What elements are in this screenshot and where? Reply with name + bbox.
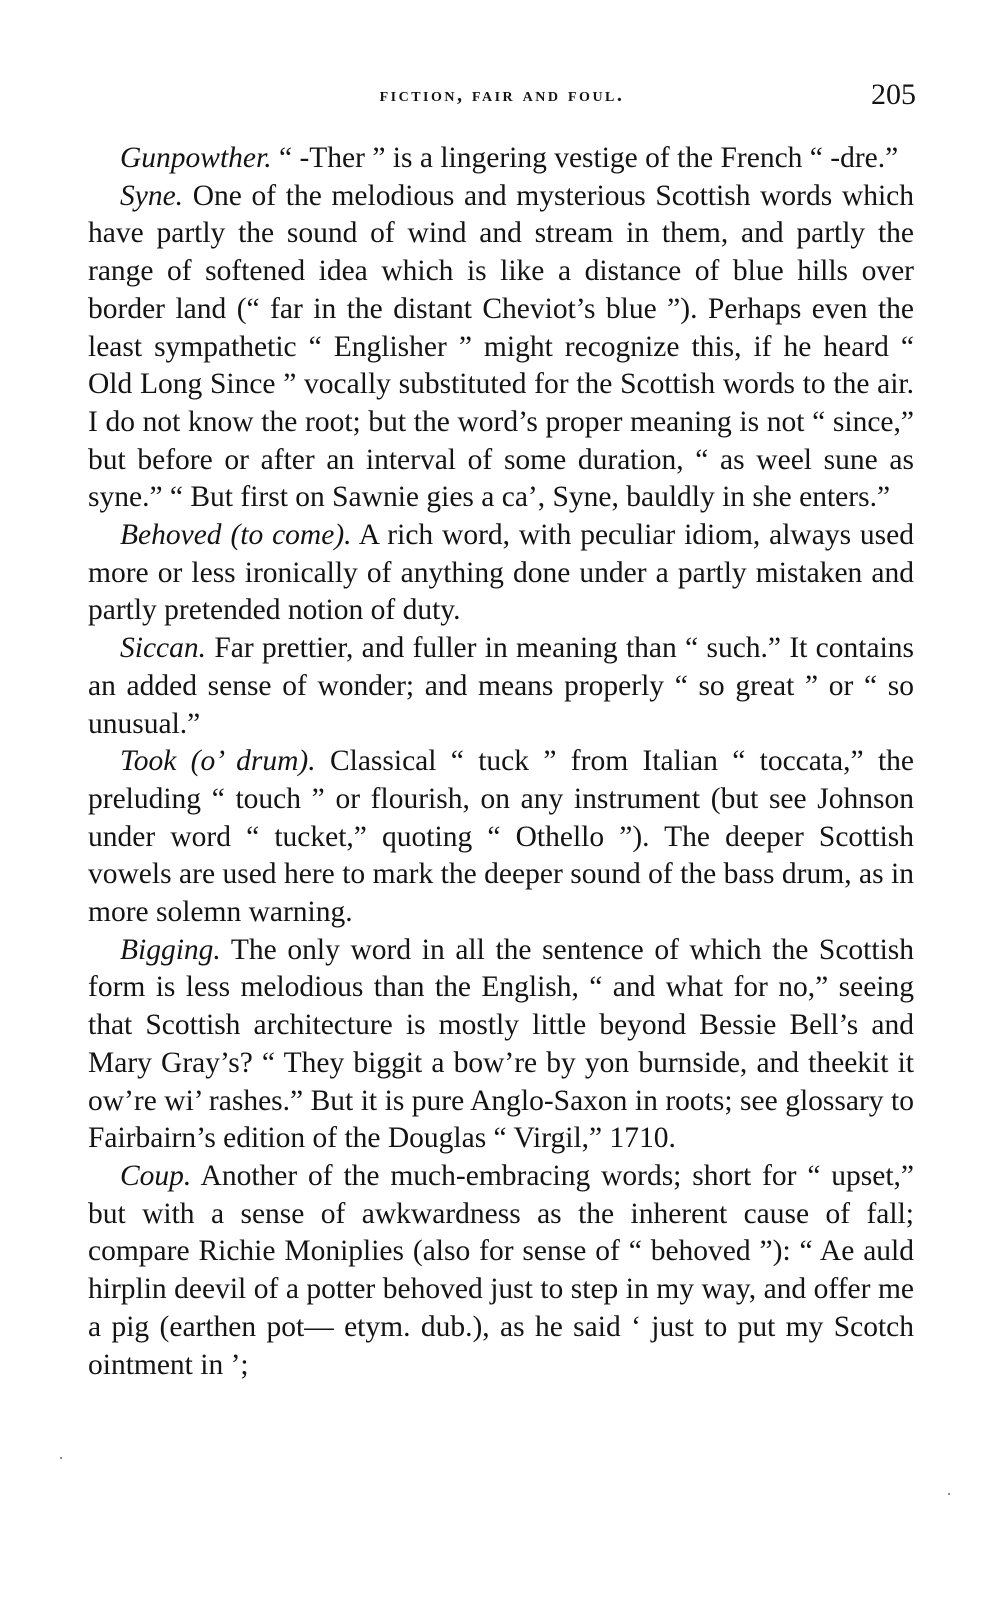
entry-text: The only word in all the sentence of which the Scottish form is less melodious than the English, “ and what for no,” seeing that Scottish architecture is mostly little beyond Bessie Bell’s and Mary Gray’s? “ They biggit a bow’re by yon burnside, and theekit it ow’re wi’ rashes.” But it is pure Anglo-Saxon in roots; see glossary to Fairbairn’s edition of the Douglas “ Virgil,” 1710. [88,933,914,1155]
page-number: 205 [871,78,916,111]
entry-text: Another of the much-embracing words; short for “ upset,” but with a sense of awkwardness as the inherent cause of fall; compare Richie Moniplies (also for sense of “ behoved ”): “ Ae auld hirplin deevil of a potter behoved just to step in my way, and offer me a pig (earthen pot— etym. dub.), as he said ‘ just to put my Scotch ointment in ’; [88,1159,914,1381]
margin-speck: · [58,1448,64,1468]
running-title: fiction, fair and foul. [379,84,625,106]
entry-term: Behoved [120,519,222,552]
entry-term: Bigging. [120,933,221,966]
margin-speck: · [946,1484,952,1504]
entry-behoved [88,517,914,630]
entry-siccan [88,630,914,743]
entry-gunpowther [88,140,914,178]
entry-syne [88,178,914,517]
glossary-body [88,140,914,1384]
entry-qualifier: (o’ drum). [190,745,316,778]
entry-term: Syne. [120,179,184,212]
entry-bigging [88,932,914,1158]
entry-text: Far prettier, and fuller in meaning than “ such.” It contains an added sense of wonder; and means properly “ so great ” or “ so unusual.” [88,632,914,740]
entry-text: One of the melodious and mysterious Scottish words which have partly the sound of wind and stream in them, and partly the range of softened idea which is like a distance of blue hills over border land (“ far in the distant Cheviot’s blue ”). Perhaps even the least sympathetic “ Englisher ” might recognize this, if he heard “ Old Long Since ” vocally substituted for the Scottish words to the air. I do not know the root; but the word’s proper meaning is not “ since,” but before or after an interval of some duration, “ as weel sune as syne.” “ But first on Sawnie gies a ca’, Syne, bauldly in she enters.” [88,179,914,514]
entry-qualifier: (to come). [230,519,352,552]
entry-coup [88,1158,914,1384]
entry-took [88,743,914,932]
entry-text: “ -Ther ” is a lingering vestige of the French “ -dre.” [271,142,899,174]
entry-term: Siccan. [120,632,207,665]
page-header [88,78,916,118]
entry-text: Classical “ tuck ” from Italian “ toccata,” the preluding “ touch ” or flourish, on any instrument (but see Johnson under word “ tucket,” quoting “ Othello ”). The deeper Scottish vowels are used here to mark the deeper sound of the bass drum, as in more solemn warning. [88,745,914,929]
entry-term: Coup. [120,1159,192,1192]
entry-term: Took [120,745,177,778]
entry-term: Gunpowther. [120,142,272,174]
entry-text: A rich word, with peculiar idiom, always used more or less ironically of anything done under a partly mistaken and partly pretended notion of duty. [88,519,915,627]
